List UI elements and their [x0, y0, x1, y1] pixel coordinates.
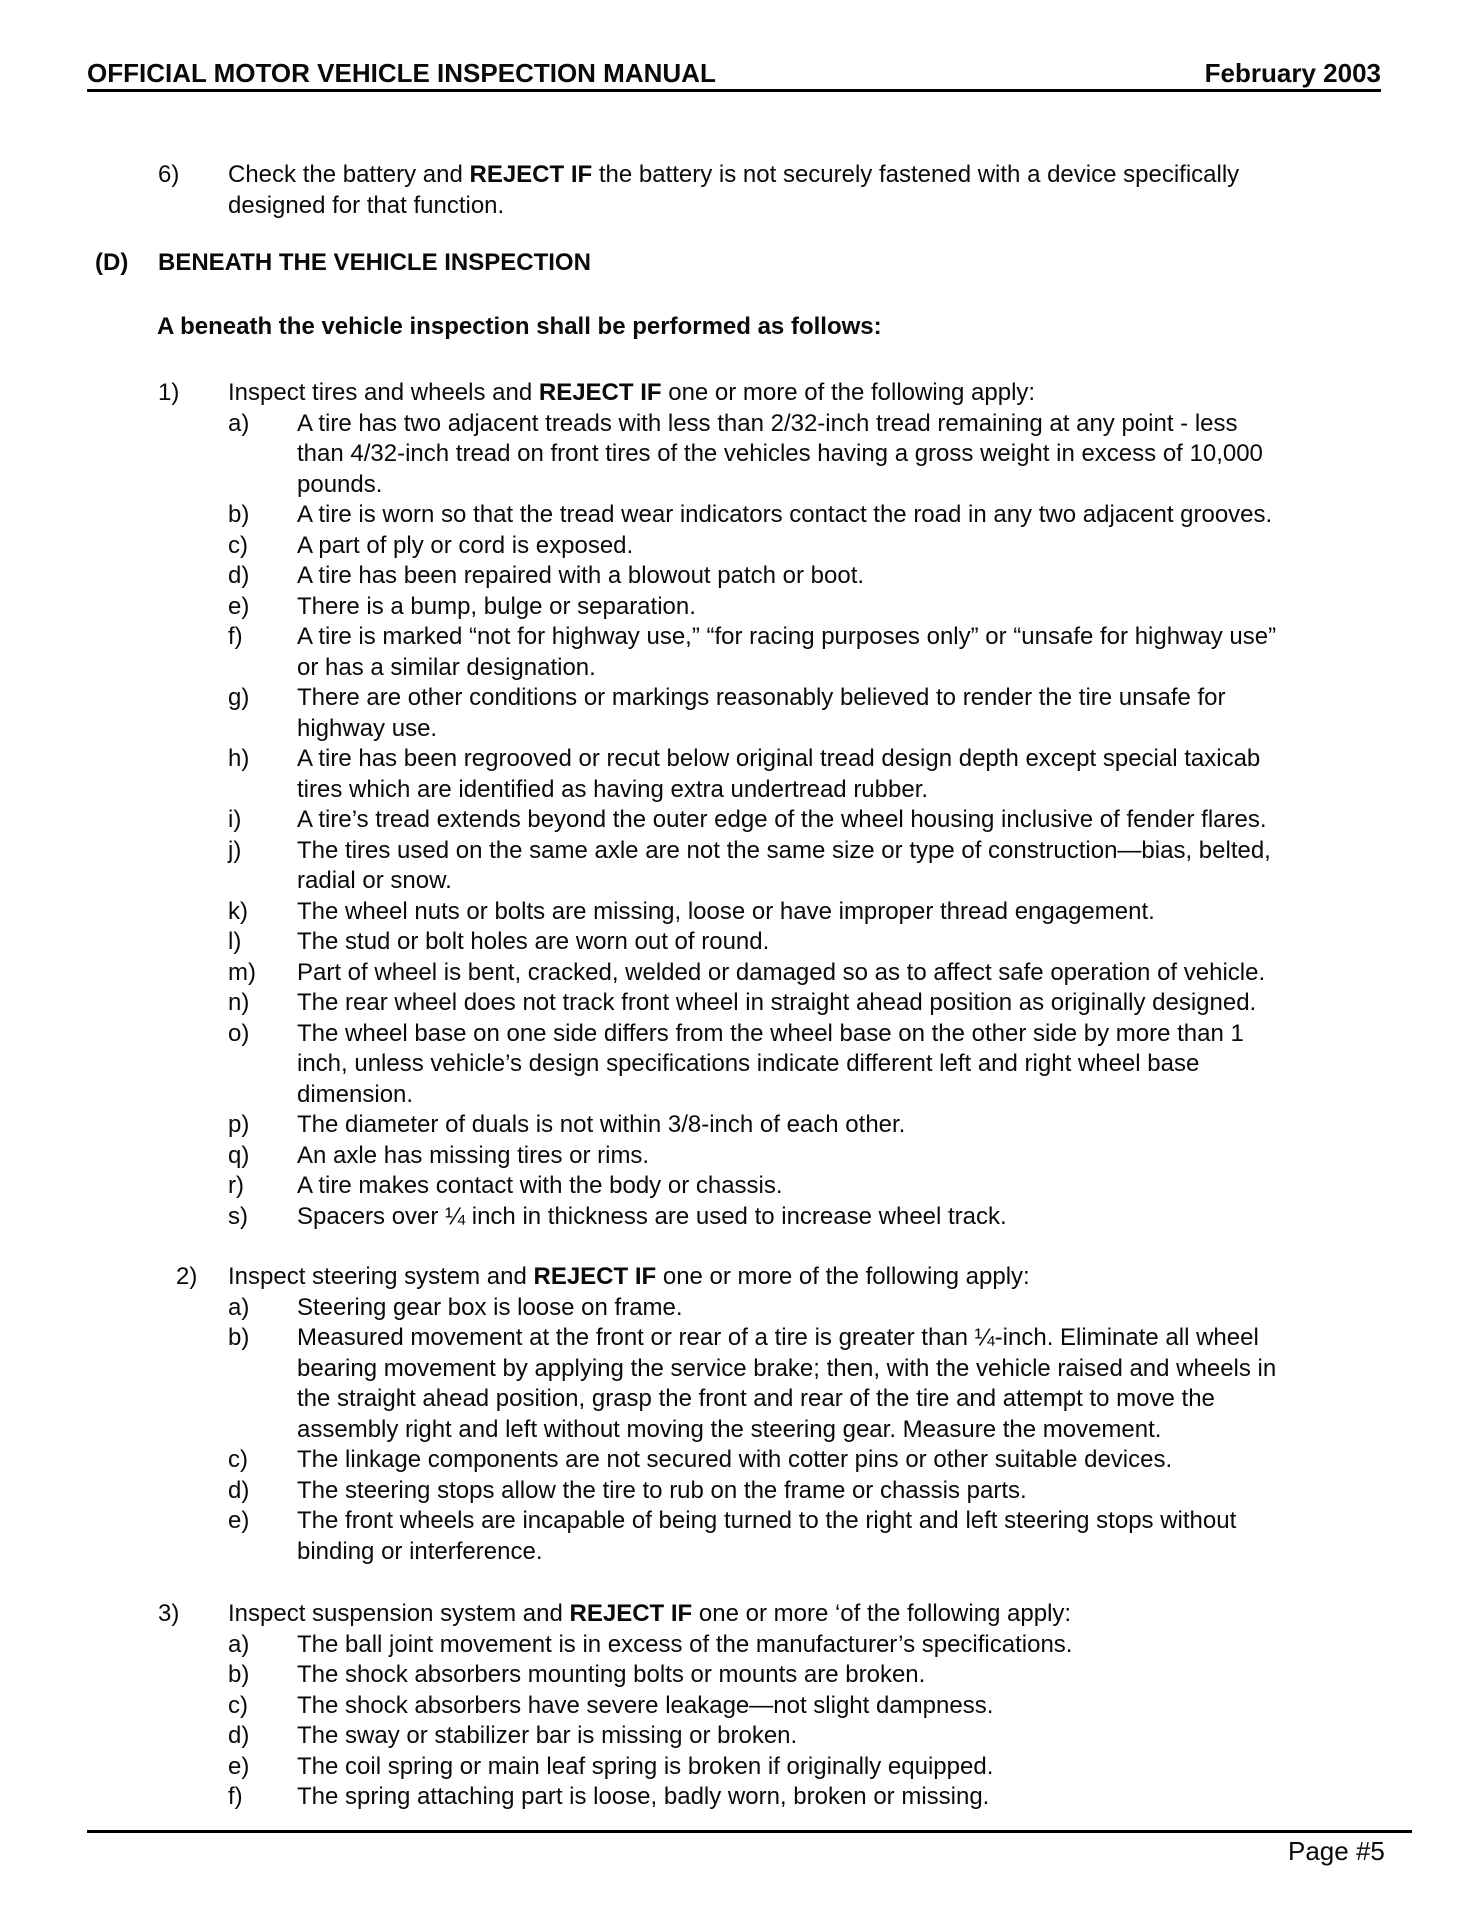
- subitem-text-line: Part of wheel is bent, cracked, welded or damaged so as to affect safe operation of vehicle.: [297, 958, 1266, 986]
- subitem-letter: b): [228, 1324, 250, 1351]
- subitem-letter: p): [228, 1111, 250, 1138]
- section-label: (D): [95, 249, 129, 276]
- subitem-letter: o): [228, 1019, 250, 1047]
- subitem-text-line: The stud or bolt holes are worn out of round.: [297, 928, 770, 955]
- item-number: 2): [176, 1263, 198, 1290]
- subitem-text-line: The wheel base on one side differs from the wheel base on the other side by more than 1: [297, 1019, 1244, 1047]
- subitem-letter: a): [228, 1630, 250, 1658]
- subitem-text-line: The ball joint movement is in excess of the manufacturer’s specifications.: [297, 1630, 1073, 1658]
- subitem-text-line: tires which are identified as having extra undertread rubber.: [297, 775, 929, 803]
- subitem-text-line: The sway or stabilizer bar is missing or broken.: [297, 1722, 798, 1749]
- page-number: Page #5: [1288, 1836, 1385, 1866]
- subitem-letter: c): [228, 531, 248, 559]
- subitem-letter: a): [228, 409, 250, 437]
- subitem-text-line: A tire’s tread extends beyond the outer edge of the wheel housing inclusive of fender flares.: [297, 806, 1267, 833]
- footer-divider: [87, 1830, 1412, 1833]
- subitem-letter: k): [228, 897, 248, 925]
- subitem-text-line: inch, unless vehicle’s design specifications indicate different left and right wheel base: [297, 1050, 1200, 1077]
- subitem-text-line: An axle has missing tires or rims.: [297, 1141, 650, 1169]
- subitem-text-line: The spring attaching part is loose, badly worn, broken or missing.: [297, 1783, 990, 1810]
- subitem-text-line: There are other conditions or markings reasonably believed to render the tire unsafe for: [297, 684, 1226, 711]
- section-title: BENEATH THE VEHICLE INSPECTION: [158, 249, 591, 276]
- subitem-letter: h): [228, 745, 250, 772]
- subitem-letter: e): [228, 1507, 250, 1534]
- subitem-text-line: Steering gear box is loose on frame.: [297, 1293, 683, 1321]
- subitem-letter: b): [228, 501, 250, 528]
- subitem-letter: c): [228, 1446, 248, 1473]
- subitem-text-line: The linkage components are not secured with cotter pins or other suitable devices.: [297, 1446, 1173, 1473]
- item-lead-text: Inspect tires and wheels and REJECT IF one or more of the following apply:: [228, 379, 1036, 406]
- item-number: 3): [158, 1600, 180, 1627]
- header-date: February 2003: [1204, 58, 1381, 88]
- subitem-text-line: The tires used on the same axle are not the same size or type of construction—bias, belted,: [297, 836, 1271, 864]
- subitem-text-line: A tire is worn so that the tread wear indicators contact the road in any two adjacent grooves.: [297, 501, 1273, 528]
- subitem-text-line: The rear wheel does not track front wheel in straight ahead position as originally designed.: [297, 989, 1257, 1016]
- subitem-letter: c): [228, 1691, 248, 1719]
- subitem-text-line: The shock absorbers have severe leakage—not slight dampness.: [297, 1691, 994, 1719]
- subitem-letter: f): [228, 1783, 243, 1810]
- subitem-text-line: dimension.: [297, 1080, 414, 1108]
- subitem-letter: d): [228, 1476, 250, 1504]
- subitem-text-line: The steering stops allow the tire to rub on the frame or chassis parts.: [297, 1476, 1027, 1504]
- subitem-letter: a): [228, 1293, 250, 1321]
- subitem-text-line: binding or interference.: [297, 1537, 543, 1565]
- subitem-text-line: assembly right and left without moving the steering gear. Measure the movement.: [297, 1415, 1162, 1443]
- item-text-line: Check the battery and REJECT IF the battery is not securely fastened with a device specifically: [228, 161, 1240, 188]
- subitem-text-line: pounds.: [297, 470, 383, 498]
- subitem-letter: e): [228, 592, 250, 620]
- subitem-letter: d): [228, 1722, 250, 1749]
- item-lead-text: Inspect steering system and REJECT IF one or more of the following apply:: [228, 1263, 1030, 1290]
- subitem-letter: b): [228, 1661, 250, 1688]
- subitem-letter: s): [228, 1202, 248, 1230]
- subitem-text-line: A tire has two adjacent treads with less than 2/32-inch tread remaining at any point - less: [297, 409, 1238, 437]
- subitem-letter: m): [228, 958, 256, 986]
- subitem-letter: q): [228, 1141, 250, 1169]
- subitem-text-line: The shock absorbers mounting bolts or mounts are broken.: [297, 1661, 926, 1688]
- item-number: 1): [158, 379, 180, 406]
- subitem-text-line: A tire has been regrooved or recut below original tread design depth except special taxicab: [297, 745, 1261, 772]
- item-lead-text: Inspect suspension system and REJECT IF one or more ‘of the following apply:: [228, 1600, 1072, 1627]
- subitem-letter: e): [228, 1752, 250, 1780]
- subitem-text-line: The front wheels are incapable of being turned to the right and left steering stops without: [297, 1507, 1237, 1534]
- subitem-text-line: than 4/32-inch tread on front tires of the vehicles having a gross weight in excess of 10,000: [297, 440, 1263, 467]
- subitem-letter: r): [228, 1172, 244, 1199]
- subitem-letter: f): [228, 623, 243, 650]
- subitem-letter: i): [228, 806, 242, 833]
- manual-title: OFFICIAL MOTOR VEHICLE INSPECTION MANUAL: [87, 58, 716, 88]
- subitem-letter: g): [228, 684, 250, 711]
- subitem-letter: n): [228, 989, 250, 1016]
- subitem-text-line: or has a similar designation.: [297, 653, 596, 681]
- section-intro: A beneath the vehicle inspection shall be performed as follows:: [157, 313, 882, 340]
- subitem-letter: j): [228, 836, 242, 864]
- subitem-text-line: A part of ply or cord is exposed.: [297, 531, 634, 559]
- subitem-text-line: A tire has been repaired with a blowout patch or boot.: [297, 562, 865, 589]
- subitem-text-line: A tire makes contact with the body or chassis.: [297, 1172, 783, 1199]
- subitem-text-line: There is a bump, bulge or separation.: [297, 592, 696, 620]
- subitem-text-line: Measured movement at the front or rear of a tire is greater than ¼-inch. Eliminate all wheel: [297, 1324, 1259, 1351]
- subitem-letter: d): [228, 562, 250, 589]
- subitem-text-line: bearing movement by applying the service brake; then, with the vehicle raised and wheels in: [297, 1354, 1277, 1382]
- subitem-letter: l): [228, 928, 242, 955]
- subitem-text-line: radial or snow.: [297, 867, 452, 894]
- page-header: [87, 58, 1381, 92]
- subitem-text-line: The diameter of duals is not within 3/8-inch of each other.: [297, 1111, 906, 1138]
- item-text-line: designed for that function.: [228, 191, 505, 219]
- subitem-text-line: The wheel nuts or bolts are missing, loose or have improper thread engagement.: [297, 897, 1155, 925]
- subitem-text-line: highway use.: [297, 714, 438, 742]
- subitem-text-line: The coil spring or main leaf spring is broken if originally equipped.: [297, 1752, 994, 1780]
- subitem-text-line: Spacers over ¼ inch in thickness are used to increase wheel track.: [297, 1202, 1007, 1230]
- subitem-text-line: the straight ahead position, grasp the front and rear of the tire and attempt to move the: [297, 1385, 1215, 1412]
- item-number: 6): [158, 161, 180, 188]
- subitem-text-line: A tire is marked “not for highway use,” “for racing purposes only” or “unsafe for highway use”: [297, 623, 1277, 650]
